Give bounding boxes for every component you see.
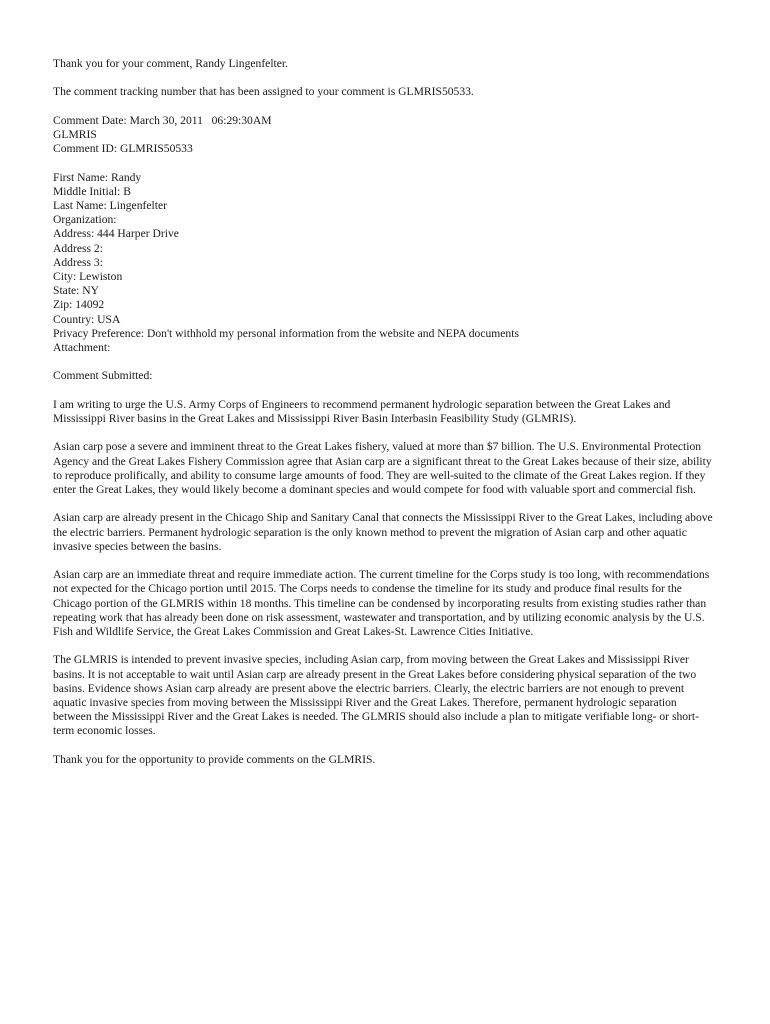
address-2: Address 2:	[53, 241, 103, 255]
last-name: Last Name: Lingenfelter	[53, 198, 167, 212]
contact-info	[53, 171, 713, 356]
comment-paragraph-3: Asian carp are already present in the Chicago Ship and Sanitary Canal that connects the Mississippi River to the Great Lakes, including above the electric barriers. Permanent hydrologic separation is the only known method to prevent the migration of Asian carp and other aquatic invasive species between the basins.	[53, 511, 713, 553]
comment-date: Comment Date: March 30, 2011 06:29:30AM	[53, 113, 272, 127]
comment-paragraph-2: Asian carp pose a severe and imminent threat to the Great Lakes fishery, valued at more than $7 billion. The U.S. Environmental Protection Agency and the Great Lakes Fishery Commission agree that Asian carp are a significant threat to the Great Lakes because of their size, ability to reproduce prolifically, and ability to consume large amounts of food. They are well-suited to the climate of the Great Lakes region. If they enter the Great Lakes, they would likely become a dominant species and would compete for food with valuable sport and commercial fish.	[53, 440, 712, 496]
tracking-number-line: The comment tracking number that has been assigned to your comment is GLMRIS50533.	[53, 85, 474, 99]
privacy-preference: Privacy Preference: Don't withhold my personal information from the website and NEPA documents	[53, 326, 519, 340]
organization: Organization:	[53, 213, 117, 227]
comment-paragraph-6: Thank you for the opportunity to provide comments on the GLMRIS.	[53, 752, 376, 766]
comment-receipt-document	[53, 57, 713, 781]
address-1: Address: 444 Harper Drive	[53, 227, 179, 241]
zip: Zip: 14092	[53, 298, 105, 312]
country: Country: USA	[53, 312, 121, 326]
first-name: First Name: Randy	[53, 170, 142, 184]
comment-paragraph-4: Asian carp are an immediate threat and require immediate action. The current timeline for the Corps study is too long, with recommendations not expected for the Chicago portion until 2015. The Corps needs to condense the timeline for its study and produce final results for the Chicago portion of the GLMRIS within 18 months. This timeline can be condensed by incorporating results from existing studies rather than repeating work that has already been done on risk assessment, wastewater and transportation, and by utilizing economic analysis by the U.S. Fish and Wildlife Service, the Great Lakes Commission and Great Lakes-St. Lawrence Cities Initiative.	[53, 568, 710, 638]
comment-submitted-label: Comment Submitted:	[53, 369, 153, 383]
city: City: Lewiston	[53, 270, 123, 283]
comment-paragraph-1: I am writing to urge the U.S. Army Corps of Engineers to recommend permanent hydrologic separation between the Great Lakes and Mississippi River basins in the Great Lakes and Mississippi River Basin Interbasin Feasibility Study (GLMRIS).	[53, 397, 671, 425]
comment-paragraph-5: The GLMRIS is intended to prevent invasive species, including Asian carp, from moving between the Great Lakes and Mississippi River basins. It is not acceptable to wait until Asian carp are already present in the Great Lakes before considering physical separation of the two basins. Evidence shows Asian carp already are present above the electric barriers. Clearly, the electric barriers are not enough to prevent aquatic invasive species from moving between the Mississippi River and the Great Lakes. Therefore, permanent hydrologic separation between the Mississippi River and the Great Lakes is needed. The GLMRIS should also include a plan to mitigate verifiable long- or short-term economic losses.	[53, 653, 699, 738]
project-name: GLMRIS	[53, 127, 97, 141]
comment-meta	[53, 114, 713, 157]
middle-initial: Middle Initial: B	[53, 184, 131, 198]
thanks-line: Thank you for your comment, Randy Lingenfelter.	[53, 57, 289, 70]
comment-id: Comment ID: GLMRIS50533	[53, 142, 193, 156]
state: State: NY	[53, 284, 100, 298]
address-3: Address 3:	[53, 255, 103, 269]
attachment: Attachment:	[53, 341, 111, 355]
